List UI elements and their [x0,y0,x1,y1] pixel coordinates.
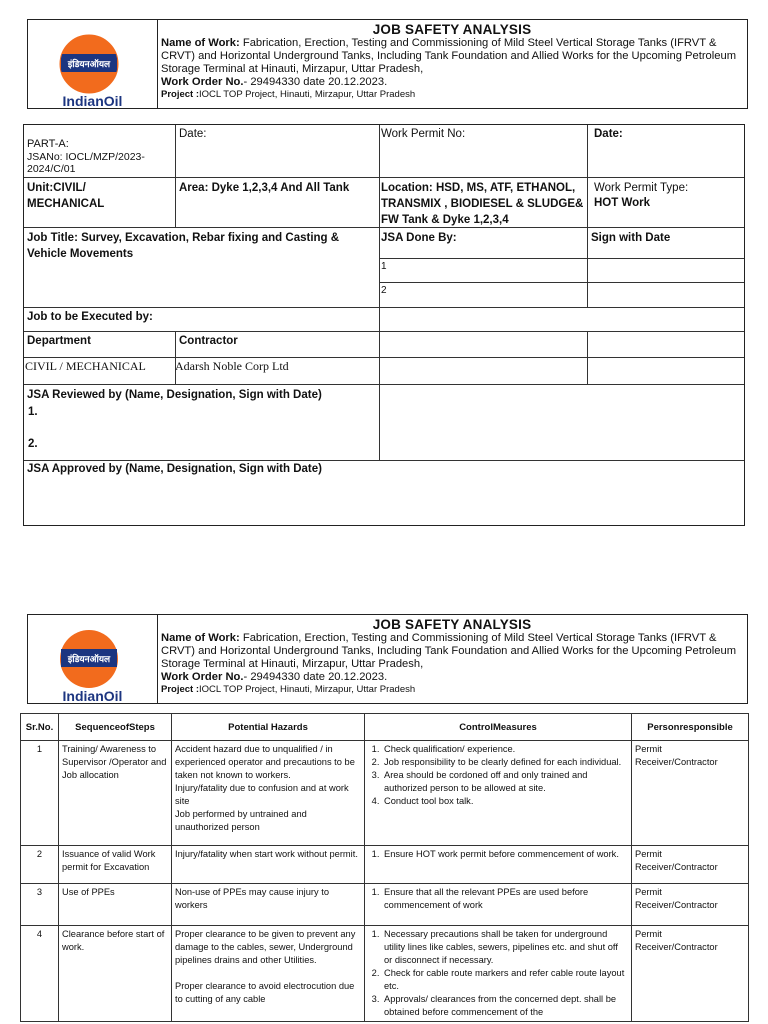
work-order: Work Order No.- 29494330 date 20.12.2023. [161,671,388,683]
column-header: Potential Hazards [172,714,365,741]
jsa-steps-table [20,713,749,1022]
project: Project :IOCL TOP Project, Hinauti, Mirzapur, Uttar Pradesh [161,684,416,695]
jsa-done-by-1: 1 [381,261,387,272]
table-row [21,884,749,926]
work-order: Work Order No.- 29494330 date 20.12.2023. [161,76,388,88]
indianoil-logo-icon [59,34,119,94]
logo-wordmark: IndianOil [62,93,123,109]
sr-no-cell: 3 [21,884,59,926]
approved-by-label: JSA Approved by (Name, Designation, Sign with Date) [27,463,322,475]
hazards-cell: Accident hazard due to unqualified / in experienced operator and precautions to be taken not known to workers. Injury/fatality due to confusion and at work site Job performed by untrained and unauthorized person [172,741,365,846]
column-header: SequenceofSteps [59,714,172,741]
jsa-number: JSANo: IOCL/MZP/2023-2024/C/01 [27,151,145,175]
jsa-done-by-2: 2 [381,285,387,296]
department-value: CIVIL / MECHANICAL [25,359,146,373]
document-title: JOB SAFETY ANALYSIS [372,617,532,632]
step-cell: Issuance of valid Work permit for Excavation [59,846,172,884]
column-header: Personresponsible [632,714,749,741]
controls-cell: 1. Ensure that all the relevant PPEs are used before commencement of work [365,884,632,926]
work-permit-type-label: Work Permit Type: [594,182,689,194]
step-cell: Training/ Awareness to Supervisor /Operator and Job allocation [59,741,172,846]
logo-hindi-text: इंडियनऑयल [67,655,111,665]
hazards-cell: Non-use of PPEs may cause injury to workers [172,884,365,926]
reviewed-by-label: JSA Reviewed by (Name, Designation, Sign with Date) [27,389,322,401]
part-a-label: PART-A: [27,138,69,150]
reviewed-by-2: 2. [28,438,38,450]
logo-cell [28,615,158,703]
person-cell: Permit Receiver/Contractor [632,741,749,846]
sr-no-cell: 1 [21,741,59,846]
table-header-row [21,714,749,741]
jsa-done-by-label: JSA Done By: [381,232,457,244]
sign-with-date-label: Sign with Date [591,232,671,244]
header-text [161,617,743,696]
project: Project :IOCL TOP Project, Hinauti, Mirzapur, Uttar Pradesh [161,89,416,100]
location-field: Location: HSD, MS, ATF, ETHANOL, TRANSMIX , BIODIESEL & SLUDGE& FW Tank & Dyke 1,2,3,4 [381,182,584,226]
table-row [21,741,749,846]
table-row [21,926,749,1022]
person-cell: Permit Receiver/Contractor [632,884,749,926]
sr-no-cell: 2 [21,846,59,884]
step-cell: Clearance before start of work. [59,926,172,1022]
logo-wordmark: IndianOil [62,688,123,704]
document-title: JOB SAFETY ANALYSIS [372,22,532,37]
department-label: Department [27,335,91,347]
table-row [21,846,749,884]
logo-hindi-text: इंडियनऑयल [67,60,111,70]
executed-by-label: Job to be Executed by: [27,311,153,323]
name-of-work: Name of Work: Fabrication, Erection, Testing and Commissioning of Mild Steel Vertical Storage Tanks (IFRVT & CRVT) and Horizontal Underground Tanks, Including Tank Foundation and Allied Works for the Upcoming Petroleum Storage Terminal at Hinauti, Mirzapur, Uttar Pradesh, [161,632,737,670]
column-header: ControlMeasures [365,714,632,741]
part-a-form [23,124,745,526]
indianoil-logo-icon [59,629,119,689]
name-of-work: Name of Work: Fabrication, Erection, Testing and Commissioning of Mild Steel Vertical Storage Tanks (IFRVT & CRVT) and Horizontal Underground Tanks, Including Tank Foundation and Allied Works for the Upcoming Petroleum Storage Terminal at Hinauti, Mirzapur, Uttar Pradesh, [161,37,737,75]
date-label-bold: Date: [594,128,623,140]
work-permit-type-value: HOT Work [594,197,651,209]
job-title-field: Job Title: Survey, Excavation, Rebar fixing and Casting & Vehicle Movements [27,232,340,260]
hazards-cell: Proper clearance to be given to prevent any damage to the cables, sewer, Underground pipelines drains and other Utilities. Proper clearance to avoid electrocution due to cutting of any cable [172,926,365,1022]
header-block-bottom [27,614,748,704]
header-block-top [27,19,748,109]
person-cell: Permit Receiver/Contractor [632,926,749,1022]
area-field: Area: Dyke 1,2,3,4 And All Tank [179,182,350,194]
sr-no-cell: 4 [21,926,59,1022]
unit-field: Unit:CIVIL/ MECHANICAL [27,182,105,210]
controls-cell: 1. Necessary precautions shall be taken for underground utility lines like cables, sewers, pipelines etc. and shut off or disconnect if necessary. 2. Check for cable route markers and refer cable route layout etc. 3. Approvals/ clearances from the concerned dept. shall be obtained before commencement of the [365,926,632,1022]
contractor-label: Contractor [179,335,238,347]
header-text [161,22,743,101]
date-field-label: Date: [179,128,207,140]
person-cell: Permit Receiver/Contractor [632,846,749,884]
step-cell: Use of PPEs [59,884,172,926]
work-permit-no-label: Work Permit No: [381,128,466,140]
controls-cell: 1. Check qualification/ experience. 2. Job responsibility to be clearly defined for each individual. 3. Area should be cordoned off and only trained and authorized person to be allowed at site. 4. Conduct tool box talk. [365,741,632,846]
logo-cell [28,20,158,108]
controls-cell: 1. Ensure HOT work permit before commencement of work. [365,846,632,884]
reviewed-by-1: 1. [28,406,38,418]
contractor-value: Adarsh Noble Corp Ltd [175,359,289,373]
column-header: Sr.No. [21,714,59,741]
hazards-cell: Injury/fatality when start work without permit. [172,846,365,884]
